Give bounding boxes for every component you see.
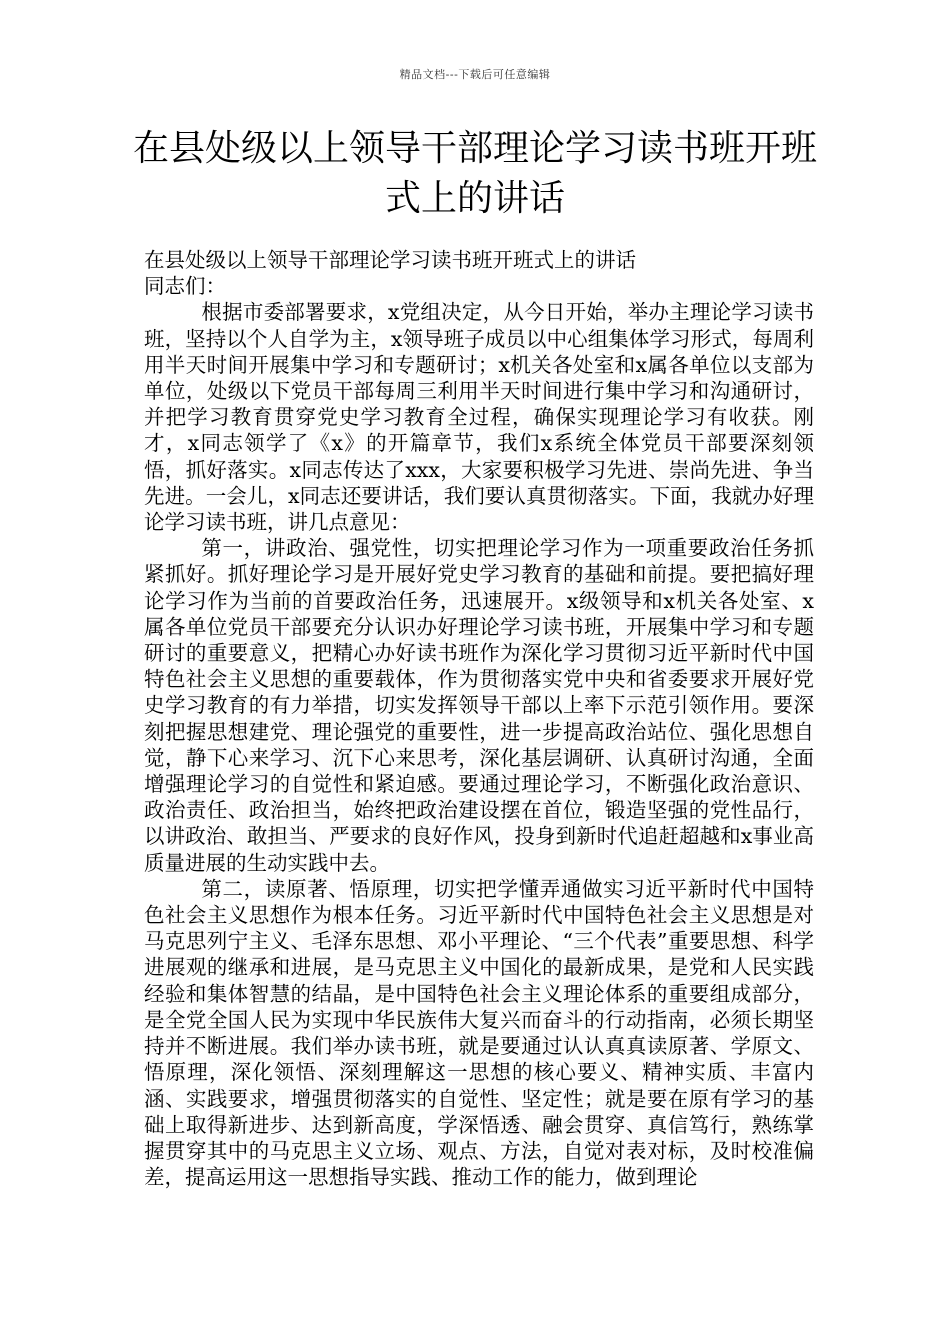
paragraph-first-point: 第一，讲政治、强党性，切实把理论学习作为一项重要政治任务抓紧抓好。抓好理论学习是开展好党史学习教育的基础和前提。要把搞好理论学习作为当前的首要政治任务，迅速展开。x级领导和x机关各处室、x属各单位党员干部要充分认识办好理论学习读书班，开展集中学习和专题研讨的重要意义，把精心办好读书班作为深化学习贯彻习近平新时代中国特色社会主义思想的重要载体，作为贯彻落实党中央和省委要求开展好党史学习教育的有力举措，切实发挥领导干部以上率下示范引领作用。要深刻把握思想建党、理论强党的重要性，进一步提高政治站位、强化思想自觉，静下心来学习、沉下心来思考，深化基层调研、认真研讨沟通，全面增强理论学习的自觉性和紧迫感。要通过理论学习，不断强化政治意识、政治责任、政治担当，始终把政治建设摆在首位，锻造坚强的党性品行，以讲政治、敢担当、严要求的良好作风，投身到新时代追赶超越和x事业高质量进展的生动实践中去。 xyxy=(144,536,814,875)
paragraph-second-point: 第二，读原著、悟原理，切实把学懂弄通做实习近平新时代中国特色社会主义思想作为根本任务。习近平新时代中国特色社会主义思想是对马克思列宁主义、毛泽东思想、邓小平理论、“三个代表”重要思想、科学进展观的继承和进展，是马克思主义中国化的最新成果，是党和人民实践经验和集体智慧的结晶，是中国特色社会主义理论体系的重要组成部分，是全党全国人民为实现中华民族伟大复兴而奋斗的行动指南，必须长期坚持并不断进展。我们举办读书班，就是要通过认认真真读原著、学原文、悟原理，深化领悟、深刻理解这一思想的核心要义、精神实质、丰富内涵、实践要求，增强贯彻落实的自觉性、坚定性；就是要在原有学习的基础上取得新进步、达到新高度，学深悟透、融会贯穿、真信笃行，熟练掌握贯穿其中的马克思主义立场、观点、方法，自觉对表对标，及时校准偏差，提高运用这一思想指导实践、推动工作的能力，做到理论 xyxy=(144,876,814,1190)
document-subtitle: 在县处级以上领导干部理论学习读书班开班式上的讲话 xyxy=(144,248,636,272)
document-title: 在县处级以上领导干部理论学习读书班开班式上的讲话 xyxy=(132,128,817,219)
salutation: 同志们： xyxy=(144,274,226,299)
paragraph-intro: 根据市委部署要求，x党组决定，从今日开始，举办主理论学习读书班，坚持以个人自学为主，x领导班子成员以中心组集体学习形式，每周利用半天时间开展集中学习和专题研讨；x机关各处室和x属各单位以支部为单位，处级以下党员干部每周三利用半天时间进行集中学习和沟通研讨，并把学习教育贯穿党史学习教育全过程，确保实现理论学习有收获。刚才，x同志领学了《x》的开篇章节，我们x系统全体党员干部要深刻领悟，抓好落实。x同志传达了xxx，大家要积极学习先进、崇尚先进、争当先进。一会儿，x同志还要讲话，我们要认真贯彻落实。下面，我就办好理论学习读书班，讲几点意见： xyxy=(144,300,814,535)
page-header-note: 精品文档---下载后可任意编辑 xyxy=(399,68,551,81)
document-body xyxy=(144,247,814,1190)
